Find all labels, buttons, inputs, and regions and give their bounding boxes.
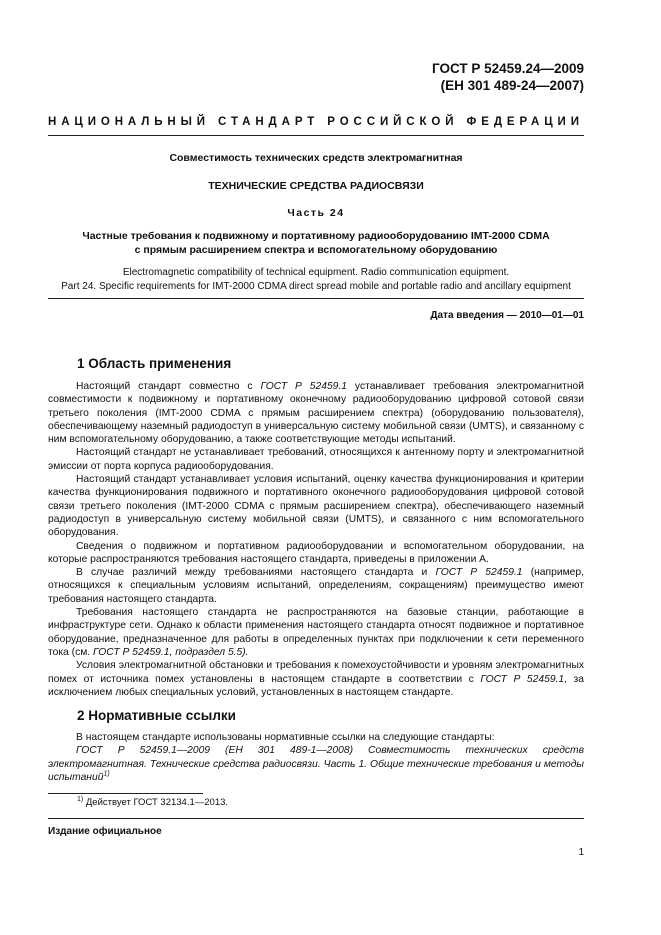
- subtitle-line2: с прямым расширением спектра и вспомогательному оборудованию: [134, 244, 498, 256]
- paragraph: В настоящем стандарте использованы нормативные ссылки на следующие стандарты:: [76, 732, 495, 743]
- paragraph: В случае различий между требованиями настоящего стандарта и ГОСТ Р 52459.1 (например, относящихся к специальным условиям испытаний, определениям, сокращениям) преимущество имеют требования настоящего стандарта.: [48, 567, 584, 605]
- section1-body: [48, 380, 584, 699]
- header-divider: [48, 135, 584, 136]
- standard-code-line1: ГОСТ Р 52459.24—2009: [432, 61, 584, 76]
- paragraph: Условия электромагнитной обстановки и требования к помехоустойчивости и уровням электромагнитных помех от источника помех установлены в настоящем стандарте в соответствии с ГОСТ Р 52459.1, за исключением любых специальных условий, установленных в настоящем стандарте.: [48, 660, 584, 698]
- effective-date: Дата введения — 2010—01—01: [430, 310, 584, 321]
- national-standard-banner: НАЦИОНАЛЬНЫЙ СТАНДАРТ РОССИЙСКОЙ ФЕДЕРАЦИИ: [48, 116, 584, 128]
- paragraph: Требования настоящего стандарта не распространяются на базовые станции, работающие в инфраструктуре сети. Однако к области применения настоящего стандарта относят подвижное и портативное оборудование, предназначенное для работы в определенных пунктах при подключении к сети переменного тока (см. ГОСТ Р 52459.1, подраздел 5.5).: [48, 607, 584, 658]
- section2-heading: 2 Нормативные ссылки: [77, 708, 236, 723]
- paragraph: Настоящий стандарт устанавливает условия испытаний, оценку качества функционирования и критерии качества функционирования подвижного и портативного оконечного радиооборудования цифровой сотовой связи третьего поколения (IMT-2000 CDMA с прямым расширением спектра), обеспечивающего наземный радиодоступ в универсальную систему мобильной связи (UMTS), и связанного с ним вспомогательного оборудования.: [48, 474, 584, 539]
- edition-label: Издание официальное: [48, 826, 162, 837]
- paragraph: Сведения о подвижном и портативном радиооборудовании и вспомогательном оборудовании, на которые распространяются требования настоящего стандарта, приведены в приложении А.: [48, 540, 584, 565]
- english-title-line2: Part 24. Specific requirements for IMT-2000 CDMA direct spread mobile and portable radio and ancillary equipment: [61, 280, 571, 292]
- footnote-divider: [48, 793, 203, 794]
- footnote: $^{1)}$ Действует ГОСТ 32134.1—2013.: [77, 795, 229, 808]
- footer-divider: [48, 818, 584, 819]
- reference-link: ГОСТ Р 52459.1: [260, 381, 348, 392]
- subtitle-line1: Частные требования к подвижному и портативному радиооборудованию IMT-2000 CDMA: [82, 230, 550, 242]
- footnote-marker: 1): [103, 770, 110, 778]
- section1-heading: 1 Область применения: [77, 356, 232, 371]
- title-line1: Совместимость технических средств электромагнитная: [169, 152, 463, 164]
- normative-reference: ГОСТ Р 52459.1—2009 (ЕН 301 489-1—2008) Совместимость технических средств электромагнитная. Технические средства радиосвязи. Часть 1. Общие технические требования и методы испытаний$^{1)}$: [48, 745, 584, 783]
- reference-link: ГОСТ Р 52459.1: [435, 567, 523, 579]
- paragraph: Настоящий стандарт не устанавливает требований, относящихся к антенному порту и электромагнитной эмиссии от порта корпуса радиооборудования.: [48, 447, 584, 472]
- subtitle: [48, 229, 584, 257]
- english-title: [48, 266, 584, 293]
- reference-link: ГОСТ Р 52459.1, подраздел 5.5).: [93, 646, 249, 658]
- section2-body: [48, 731, 584, 784]
- standard-code-line2: (ЕН 301 489-24—2007): [440, 78, 584, 93]
- title-divider: [48, 298, 584, 299]
- paragraph: Настоящий стандарт совместно с ГОСТ Р 52459.1 устанавливает требования электромагнитной совместимости к подвижному и портативному оконечному радиооборудованию цифровой сотовой связи третьего поколения (IMT-2000 CDMA с прямым расширением спектра) (оборудованию пользователя), обеспечивающему наземный радиодоступ в универсальную систему мобильной связи (UMTS), и связанному с ним вспомогательному оборудованию, а также соответствующие методы испытаний.: [48, 381, 585, 446]
- english-title-line1: Electromagnetic compatibility of technical equipment. Radio communication equipment.: [122, 267, 510, 278]
- part-label: Часть 24: [287, 207, 345, 219]
- title-line2: ТЕХНИЧЕСКИЕ СРЕДСТВА РАДИОСВЯЗИ: [208, 180, 424, 192]
- reference-link: ГОСТ Р 52459.1: [480, 673, 565, 685]
- standard-code: [432, 60, 584, 94]
- page-number: 1: [578, 847, 584, 858]
